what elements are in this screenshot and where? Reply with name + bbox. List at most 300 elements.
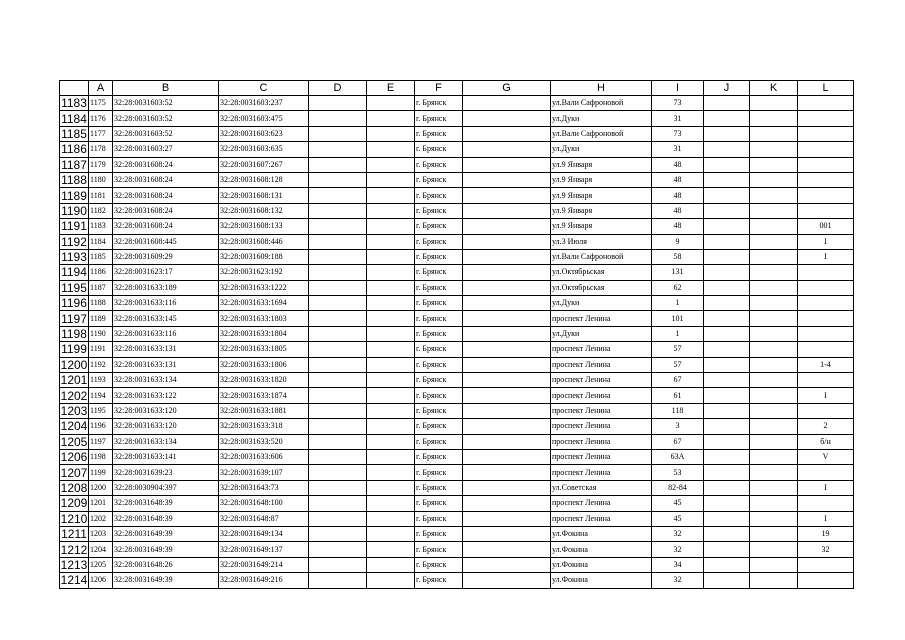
cell-f[interactable]: г. Брянск [415, 126, 463, 141]
cell-a[interactable]: 1191 [89, 342, 113, 357]
cell-a[interactable]: 1180 [89, 172, 113, 187]
cell-h[interactable]: проспект Ленина [551, 449, 652, 464]
cell-g[interactable] [463, 342, 551, 357]
cell-a[interactable]: 1177 [89, 126, 113, 141]
cell-g[interactable] [463, 403, 551, 418]
cell-a[interactable]: 1197 [89, 434, 113, 449]
cell-i[interactable]: 48 [652, 219, 704, 234]
cell-j[interactable] [704, 142, 750, 157]
cell-e[interactable] [367, 142, 415, 157]
cell-k[interactable] [750, 419, 798, 434]
cell-c[interactable]: 32:28:0031633:1804 [219, 326, 309, 341]
cell-j[interactable] [704, 280, 750, 295]
row-number[interactable]: 1202 [60, 388, 88, 403]
cell-a[interactable]: 1185 [89, 249, 113, 264]
cell-j[interactable] [704, 188, 750, 203]
cell-d[interactable] [309, 296, 367, 311]
cell-k[interactable] [750, 403, 798, 418]
cell-i[interactable]: 73 [652, 96, 704, 111]
cell-a[interactable]: 1196 [89, 419, 113, 434]
cell-b[interactable]: 32:28:0031608:24 [113, 172, 219, 187]
cell-a[interactable]: 1188 [89, 296, 113, 311]
cell-c[interactable]: 32:28:0031603:475 [219, 111, 309, 126]
cell-k[interactable] [750, 111, 798, 126]
cell-c[interactable]: 32:28:0031649:216 [219, 573, 309, 588]
cell-i[interactable]: 62 [652, 280, 704, 295]
cell-b[interactable]: 32:28:0031603:27 [113, 142, 219, 157]
cell-k[interactable] [750, 280, 798, 295]
cell-j[interactable] [704, 249, 750, 264]
cell-c[interactable]: 32:28:0031633:1874 [219, 388, 309, 403]
cell-b[interactable]: 32:28:0031603:52 [113, 96, 219, 111]
cell-f[interactable]: г. Брянск [415, 311, 463, 326]
cell-a[interactable]: 1182 [89, 203, 113, 218]
cell-f[interactable]: г. Брянск [415, 157, 463, 172]
cell-e[interactable] [367, 526, 415, 541]
cell-l[interactable]: I [798, 480, 854, 495]
cell-g[interactable] [463, 280, 551, 295]
cell-l[interactable] [798, 311, 854, 326]
cell-e[interactable] [367, 557, 415, 572]
cell-i[interactable]: 73 [652, 126, 704, 141]
cell-d[interactable] [309, 219, 367, 234]
cell-c[interactable]: 32:28:0031633:1806 [219, 357, 309, 372]
cell-h[interactable]: ул.9 Января [551, 157, 652, 172]
cell-j[interactable] [704, 172, 750, 187]
cell-b[interactable]: 32:28:0031609:29 [113, 249, 219, 264]
cell-c[interactable]: 32:28:0031608:128 [219, 172, 309, 187]
cell-i[interactable]: 32 [652, 542, 704, 557]
column-header-j[interactable]: J [704, 81, 750, 96]
cell-g[interactable] [463, 434, 551, 449]
cell-d[interactable] [309, 357, 367, 372]
cell-a[interactable]: 1202 [89, 511, 113, 526]
cell-l[interactable] [798, 403, 854, 418]
cell-f[interactable]: г. Брянск [415, 449, 463, 464]
cell-c[interactable]: 32:28:0031603:623 [219, 126, 309, 141]
cell-k[interactable] [750, 157, 798, 172]
cell-k[interactable] [750, 542, 798, 557]
cell-e[interactable] [367, 449, 415, 464]
cell-h[interactable]: ул.Вали Сафроновой [551, 126, 652, 141]
cell-g[interactable] [463, 188, 551, 203]
cell-f[interactable]: г. Брянск [415, 542, 463, 557]
cell-h[interactable]: проспект Ленина [551, 465, 652, 480]
column-header-a[interactable]: A [89, 81, 113, 96]
row-number[interactable]: 1207 [60, 465, 88, 480]
row-number[interactable]: 1187 [61, 157, 87, 172]
cell-f[interactable]: г. Брянск [415, 326, 463, 341]
cell-e[interactable] [367, 249, 415, 264]
cell-k[interactable] [750, 388, 798, 403]
cell-i[interactable]: 9 [652, 234, 704, 249]
cell-l[interactable] [798, 126, 854, 141]
cell-l[interactable]: 19 [798, 526, 854, 541]
cell-j[interactable] [704, 326, 750, 341]
cell-d[interactable] [309, 419, 367, 434]
cell-d[interactable] [309, 449, 367, 464]
row-number[interactable]: 1186 [61, 142, 87, 157]
cell-j[interactable] [704, 357, 750, 372]
cell-k[interactable] [750, 511, 798, 526]
cell-g[interactable] [463, 249, 551, 264]
cell-b[interactable]: 32:28:0031603:52 [113, 126, 219, 141]
cell-h[interactable]: ул.3 Июля [551, 234, 652, 249]
row-number[interactable]: 1194 [61, 265, 87, 280]
cell-e[interactable] [367, 434, 415, 449]
cell-a[interactable]: 1181 [89, 188, 113, 203]
column-header-c[interactable]: C [219, 81, 309, 96]
cell-l[interactable] [798, 280, 854, 295]
cell-e[interactable] [367, 296, 415, 311]
cell-b[interactable]: 32:28:0031633:131 [113, 342, 219, 357]
cell-l[interactable]: I [798, 234, 854, 249]
cell-a[interactable]: 1195 [89, 403, 113, 418]
cell-l[interactable] [798, 172, 854, 187]
cell-g[interactable] [463, 419, 551, 434]
cell-c[interactable]: 32:28:0031639:107 [219, 465, 309, 480]
cell-k[interactable] [750, 203, 798, 218]
cell-i[interactable]: 101 [652, 311, 704, 326]
cell-b[interactable]: 32:28:0030904:397 [113, 480, 219, 495]
cell-d[interactable] [309, 188, 367, 203]
cell-h[interactable]: ул.Фокина [551, 542, 652, 557]
cell-i[interactable]: 63А [652, 449, 704, 464]
cell-d[interactable] [309, 280, 367, 295]
cell-h[interactable]: проспект Ленина [551, 311, 652, 326]
cell-a[interactable]: 1176 [89, 111, 113, 126]
cell-a[interactable]: 1206 [89, 573, 113, 588]
cell-c[interactable]: 32:28:0031633:606 [219, 449, 309, 464]
cell-k[interactable] [750, 480, 798, 495]
cell-e[interactable] [367, 465, 415, 480]
cell-k[interactable] [750, 526, 798, 541]
cell-j[interactable] [704, 403, 750, 418]
cell-c[interactable]: 32:28:0031608:131 [219, 188, 309, 203]
cell-i[interactable]: 1 [652, 326, 704, 341]
cell-j[interactable] [704, 465, 750, 480]
cell-j[interactable] [704, 265, 750, 280]
cell-g[interactable] [463, 542, 551, 557]
cell-h[interactable]: ул.Дуки [551, 296, 652, 311]
cell-e[interactable] [367, 342, 415, 357]
cell-b[interactable]: 32:28:0031648:39 [113, 511, 219, 526]
row-number[interactable]: 1190 [61, 203, 87, 218]
cell-l[interactable] [798, 326, 854, 341]
cell-f[interactable]: г. Брянск [415, 188, 463, 203]
cell-g[interactable] [463, 557, 551, 572]
cell-a[interactable]: 1190 [89, 326, 113, 341]
cell-a[interactable]: 1184 [89, 234, 113, 249]
cell-e[interactable] [367, 111, 415, 126]
cell-k[interactable] [750, 142, 798, 157]
cell-e[interactable] [367, 419, 415, 434]
cell-b[interactable]: 32:28:0031633:145 [113, 311, 219, 326]
cell-f[interactable]: г. Брянск [415, 419, 463, 434]
cell-h[interactable]: ул.Дуки [551, 326, 652, 341]
row-number[interactable]: 1188 [61, 173, 87, 188]
cell-h[interactable]: ул.Вали Сафроновой [551, 96, 652, 111]
cell-j[interactable] [704, 203, 750, 218]
cell-j[interactable] [704, 96, 750, 111]
column-header-d[interactable]: D [309, 81, 367, 96]
cell-c[interactable]: 32:28:0031607:267 [219, 157, 309, 172]
cell-f[interactable]: г. Брянск [415, 111, 463, 126]
cell-f[interactable]: г. Брянск [415, 219, 463, 234]
row-number[interactable]: 1192 [61, 234, 87, 249]
cell-b[interactable]: 32:28:0031608:24 [113, 157, 219, 172]
cell-k[interactable] [750, 326, 798, 341]
cell-k[interactable] [750, 126, 798, 141]
cell-i[interactable]: 45 [652, 496, 704, 511]
cell-a[interactable]: 1205 [89, 557, 113, 572]
cell-l[interactable]: I [798, 249, 854, 264]
cell-d[interactable] [309, 403, 367, 418]
cell-l[interactable] [798, 496, 854, 511]
cell-l[interactable]: 1-4 [798, 357, 854, 372]
cell-i[interactable]: 48 [652, 172, 704, 187]
cell-l[interactable] [798, 342, 854, 357]
cell-c[interactable]: 32:28:0031623:192 [219, 265, 309, 280]
cell-h[interactable]: проспект Ленина [551, 388, 652, 403]
row-number[interactable]: 1201 [60, 373, 88, 388]
cell-l[interactable]: 32 [798, 542, 854, 557]
cell-j[interactable] [704, 373, 750, 388]
cell-i[interactable]: 45 [652, 511, 704, 526]
cell-e[interactable] [367, 480, 415, 495]
cell-e[interactable] [367, 357, 415, 372]
cell-e[interactable] [367, 96, 415, 111]
cell-b[interactable]: 32:28:0031603:52 [113, 111, 219, 126]
row-number[interactable]: 1184 [61, 111, 87, 126]
cell-i[interactable]: 118 [652, 403, 704, 418]
cell-b[interactable]: 32:28:0031633:120 [113, 419, 219, 434]
cell-e[interactable] [367, 234, 415, 249]
cell-d[interactable] [309, 96, 367, 111]
cell-g[interactable] [463, 326, 551, 341]
cell-c[interactable]: 32:28:0031608:133 [219, 219, 309, 234]
cell-g[interactable] [463, 573, 551, 588]
cell-j[interactable] [704, 434, 750, 449]
cell-l[interactable]: 2 [798, 419, 854, 434]
cell-l[interactable] [798, 296, 854, 311]
cell-l[interactable] [798, 142, 854, 157]
cell-g[interactable] [463, 142, 551, 157]
cell-c[interactable]: 32:28:0031603:237 [219, 96, 309, 111]
cell-c[interactable]: 32:28:0031608:446 [219, 234, 309, 249]
cell-h[interactable]: ул.9 Января [551, 203, 652, 218]
cell-d[interactable] [309, 434, 367, 449]
cell-j[interactable] [704, 234, 750, 249]
cell-a[interactable]: 1179 [89, 157, 113, 172]
cell-a[interactable]: 1178 [89, 142, 113, 157]
row-number[interactable]: 1210 [60, 511, 88, 526]
cell-b[interactable]: 32:28:0031633:116 [113, 296, 219, 311]
row-number[interactable]: 1206 [60, 450, 88, 465]
cell-e[interactable] [367, 511, 415, 526]
cell-g[interactable] [463, 511, 551, 526]
row-number[interactable]: 1198 [61, 327, 87, 342]
cell-d[interactable] [309, 203, 367, 218]
cell-g[interactable] [463, 388, 551, 403]
cell-k[interactable] [750, 465, 798, 480]
cell-i[interactable]: 57 [652, 357, 704, 372]
cell-j[interactable] [704, 342, 750, 357]
cell-a[interactable]: 1193 [89, 373, 113, 388]
cell-b[interactable]: 32:28:0031648:26 [113, 557, 219, 572]
cell-j[interactable] [704, 542, 750, 557]
cell-i[interactable]: 48 [652, 203, 704, 218]
cell-c[interactable]: 32:28:0031649:134 [219, 526, 309, 541]
cell-e[interactable] [367, 326, 415, 341]
row-number[interactable]: 1203 [60, 404, 88, 418]
row-number[interactable]: 1208 [60, 480, 88, 495]
cell-f[interactable]: г. Брянск [415, 480, 463, 495]
cell-j[interactable] [704, 219, 750, 234]
cell-f[interactable]: г. Брянск [415, 203, 463, 218]
cell-d[interactable] [309, 157, 367, 172]
cell-g[interactable] [463, 296, 551, 311]
cell-j[interactable] [704, 526, 750, 541]
cell-f[interactable]: г. Брянск [415, 373, 463, 388]
cell-g[interactable] [463, 234, 551, 249]
cell-c[interactable]: 32:28:0031603:635 [219, 142, 309, 157]
column-header-b[interactable]: B [113, 81, 219, 96]
cell-b[interactable]: 32:28:0031633:189 [113, 280, 219, 295]
cell-c[interactable]: 32:28:0031649:214 [219, 557, 309, 572]
row-number[interactable]: 1200 [60, 357, 88, 372]
cell-d[interactable] [309, 265, 367, 280]
cell-a[interactable]: 1200 [89, 480, 113, 495]
cell-i[interactable]: 32 [652, 526, 704, 541]
cell-a[interactable]: 1175 [89, 96, 113, 111]
cell-a[interactable]: 1192 [89, 357, 113, 372]
cell-k[interactable] [750, 342, 798, 357]
cell-l[interactable]: I [798, 511, 854, 526]
cell-g[interactable] [463, 126, 551, 141]
cell-e[interactable] [367, 311, 415, 326]
cell-e[interactable] [367, 265, 415, 280]
column-header-f[interactable]: F [415, 81, 463, 96]
cell-j[interactable] [704, 573, 750, 588]
cell-h[interactable]: ул.9 Января [551, 219, 652, 234]
cell-f[interactable]: г. Брянск [415, 496, 463, 511]
cell-l[interactable] [798, 157, 854, 172]
cell-k[interactable] [750, 449, 798, 464]
cell-e[interactable] [367, 126, 415, 141]
cell-d[interactable] [309, 249, 367, 264]
cell-j[interactable] [704, 296, 750, 311]
cell-i[interactable]: 31 [652, 142, 704, 157]
cell-e[interactable] [367, 203, 415, 218]
cell-i[interactable]: 3 [652, 419, 704, 434]
cell-i[interactable]: 131 [652, 265, 704, 280]
cell-e[interactable] [367, 542, 415, 557]
cell-f[interactable]: г. Брянск [415, 172, 463, 187]
row-number[interactable]: 1214 [60, 573, 88, 588]
cell-i[interactable]: 82-84 [652, 480, 704, 495]
row-number[interactable]: 1213 [60, 557, 88, 572]
cell-k[interactable] [750, 188, 798, 203]
cell-j[interactable] [704, 496, 750, 511]
cell-h[interactable]: проспект Ленина [551, 373, 652, 388]
cell-c[interactable]: 32:28:0031633:1820 [219, 373, 309, 388]
cell-b[interactable]: 32:28:0031608:24 [113, 203, 219, 218]
cell-j[interactable] [704, 511, 750, 526]
cell-h[interactable]: ул.Фокина [551, 526, 652, 541]
cell-a[interactable]: 1189 [89, 311, 113, 326]
cell-f[interactable]: г. Брянск [415, 280, 463, 295]
cell-c[interactable]: 32:28:0031633:318 [219, 419, 309, 434]
cell-d[interactable] [309, 111, 367, 126]
cell-k[interactable] [750, 496, 798, 511]
cell-i[interactable]: 31 [652, 111, 704, 126]
cell-j[interactable] [704, 157, 750, 172]
cell-b[interactable]: 32:28:0031649:39 [113, 542, 219, 557]
cell-i[interactable]: 61 [652, 388, 704, 403]
column-header-e[interactable]: E [367, 81, 415, 96]
cell-f[interactable]: г. Брянск [415, 557, 463, 572]
cell-h[interactable]: ул.Фокина [551, 557, 652, 572]
cell-d[interactable] [309, 373, 367, 388]
cell-b[interactable]: 32:28:0031633:141 [113, 449, 219, 464]
cell-d[interactable] [309, 172, 367, 187]
cell-i[interactable]: 67 [652, 373, 704, 388]
cell-i[interactable]: 1 [652, 296, 704, 311]
cell-g[interactable] [463, 157, 551, 172]
cell-b[interactable]: 32:28:0031649:39 [113, 526, 219, 541]
cell-l[interactable] [798, 373, 854, 388]
cell-g[interactable] [463, 357, 551, 372]
cell-i[interactable]: 48 [652, 157, 704, 172]
cell-d[interactable] [309, 480, 367, 495]
cell-l[interactable]: I [798, 388, 854, 403]
cell-h[interactable]: ул.9 Января [551, 188, 652, 203]
cell-l[interactable] [798, 96, 854, 111]
cell-d[interactable] [309, 342, 367, 357]
cell-c[interactable]: 32:28:0031648:100 [219, 496, 309, 511]
column-header-k[interactable]: K [750, 81, 798, 96]
cell-c[interactable]: 32:28:0031649:137 [219, 542, 309, 557]
row-number[interactable]: 1197 [61, 311, 87, 326]
cell-a[interactable]: 1199 [89, 465, 113, 480]
cell-b[interactable]: 32:28:0031608:24 [113, 219, 219, 234]
cell-k[interactable] [750, 557, 798, 572]
cell-l[interactable] [798, 465, 854, 480]
cell-d[interactable] [309, 142, 367, 157]
cell-l[interactable] [798, 557, 854, 572]
cell-a[interactable]: 1187 [89, 280, 113, 295]
cell-l[interactable] [798, 573, 854, 588]
cell-k[interactable] [750, 296, 798, 311]
cell-c[interactable]: 32:28:0031633:1803 [219, 311, 309, 326]
cell-f[interactable]: г. Брянск [415, 296, 463, 311]
cell-f[interactable]: г. Брянск [415, 142, 463, 157]
cell-h[interactable]: ул.Октябрьская [551, 265, 652, 280]
cell-h[interactable]: ул.9 Января [551, 172, 652, 187]
cell-d[interactable] [309, 388, 367, 403]
cell-j[interactable] [704, 111, 750, 126]
cell-k[interactable] [750, 96, 798, 111]
cell-h[interactable]: ул.Вали Сафроновой [551, 249, 652, 264]
column-header-l[interactable]: L [798, 81, 854, 96]
cell-l[interactable] [798, 111, 854, 126]
cell-c[interactable]: 32:28:0031633:1694 [219, 296, 309, 311]
cell-g[interactable] [463, 96, 551, 111]
cell-a[interactable]: 1201 [89, 496, 113, 511]
cell-h[interactable]: ул.Советская [551, 480, 652, 495]
row-number[interactable]: 1195 [61, 280, 87, 295]
